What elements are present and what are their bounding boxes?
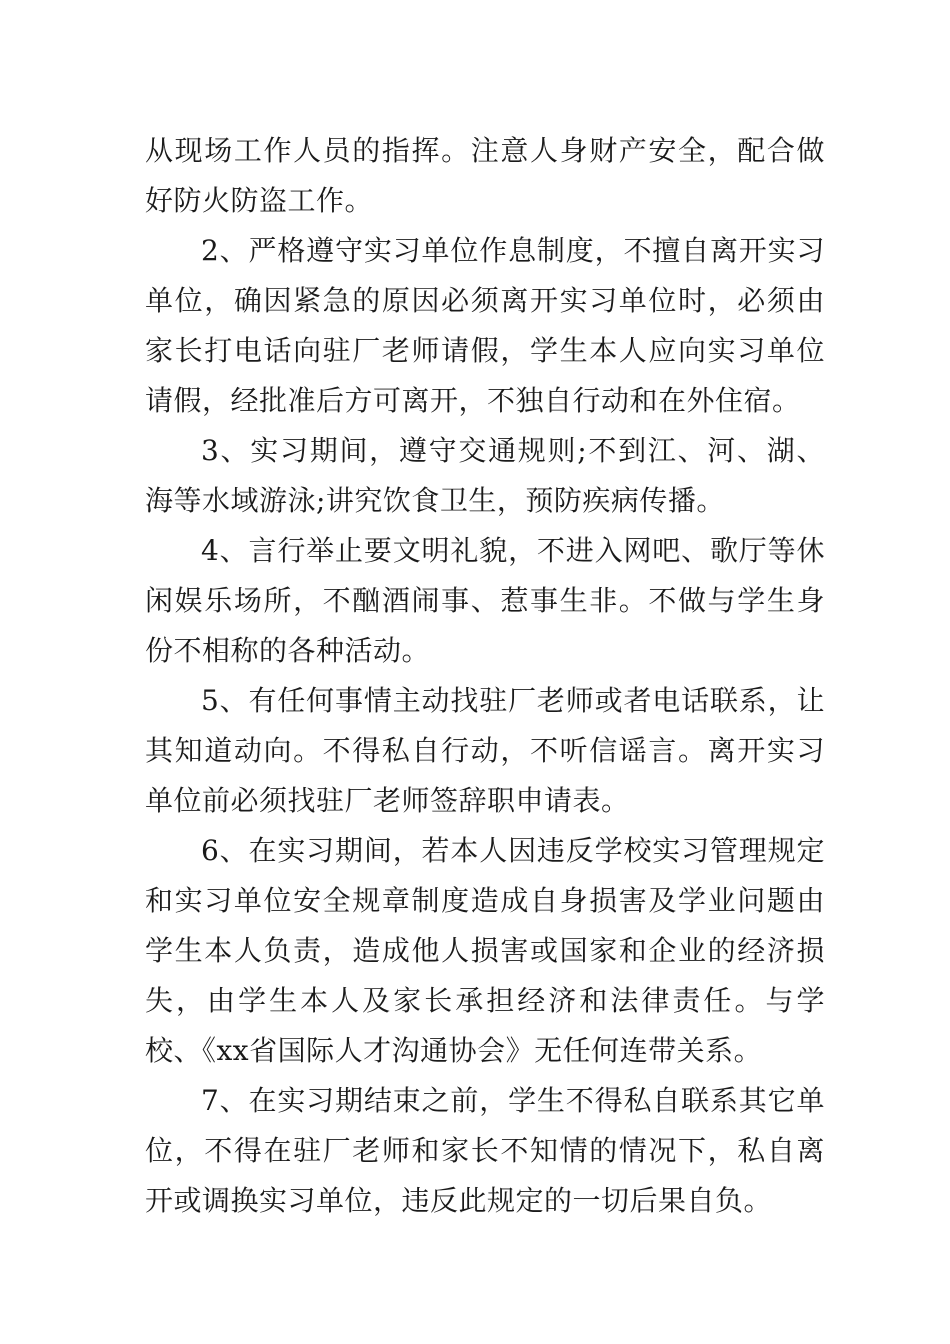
paragraph-rule-3: 3、实习期间，遵守交通规则;不到江、河、湖、海等水域游泳;讲究饮食卫生，预防疾病传播。 — [145, 434, 825, 517]
document-body — [145, 126, 825, 1226]
paragraph-rule-2: 2、严格遵守实习单位作息制度，不擅自离开实习单位，确因紧急的原因必须离开实习单位时，必须由家长打电话向驻厂老师请假，学生本人应向实习单位请假，经批准后方可离开，不独自行动和在外住宿。 — [145, 234, 825, 417]
paragraph-rule-5: 5、有任何事情主动找驻厂老师或者电话联系，让其知道动向。不得私自行动，不听信谣言。离开实习单位前必须找驻厂老师签辞职申请表。 — [145, 684, 825, 817]
paragraph-continuation: 从现场工作人员的指挥。注意人身财产安全，配合做好防火防盗工作。 — [145, 134, 825, 217]
paragraph-rule-6: 6、在实习期间，若本人因违反学校实习管理规定和实习单位安全规章制度造成自身损害及学业问题由学生本人负责，造成他人损害或国家和企业的经济损失，由学生本人及家长承担经济和法律责任。与学校、《xx省国际人才沟通协会》无任何连带关系。 — [145, 834, 825, 1067]
paragraph-rule-7: 7、在实习期结束之前，学生不得私自联系其它单位，不得在驻厂老师和家长不知情的情况下，私自离开或调换实习单位，违反此规定的一切后果自负。 — [145, 1084, 825, 1217]
paragraph-rule-4: 4、言行举止要文明礼貌，不进入网吧、歌厅等休闲娱乐场所，不酗酒闹事、惹事生非。不做与学生身份不相称的各种活动。 — [145, 534, 825, 667]
